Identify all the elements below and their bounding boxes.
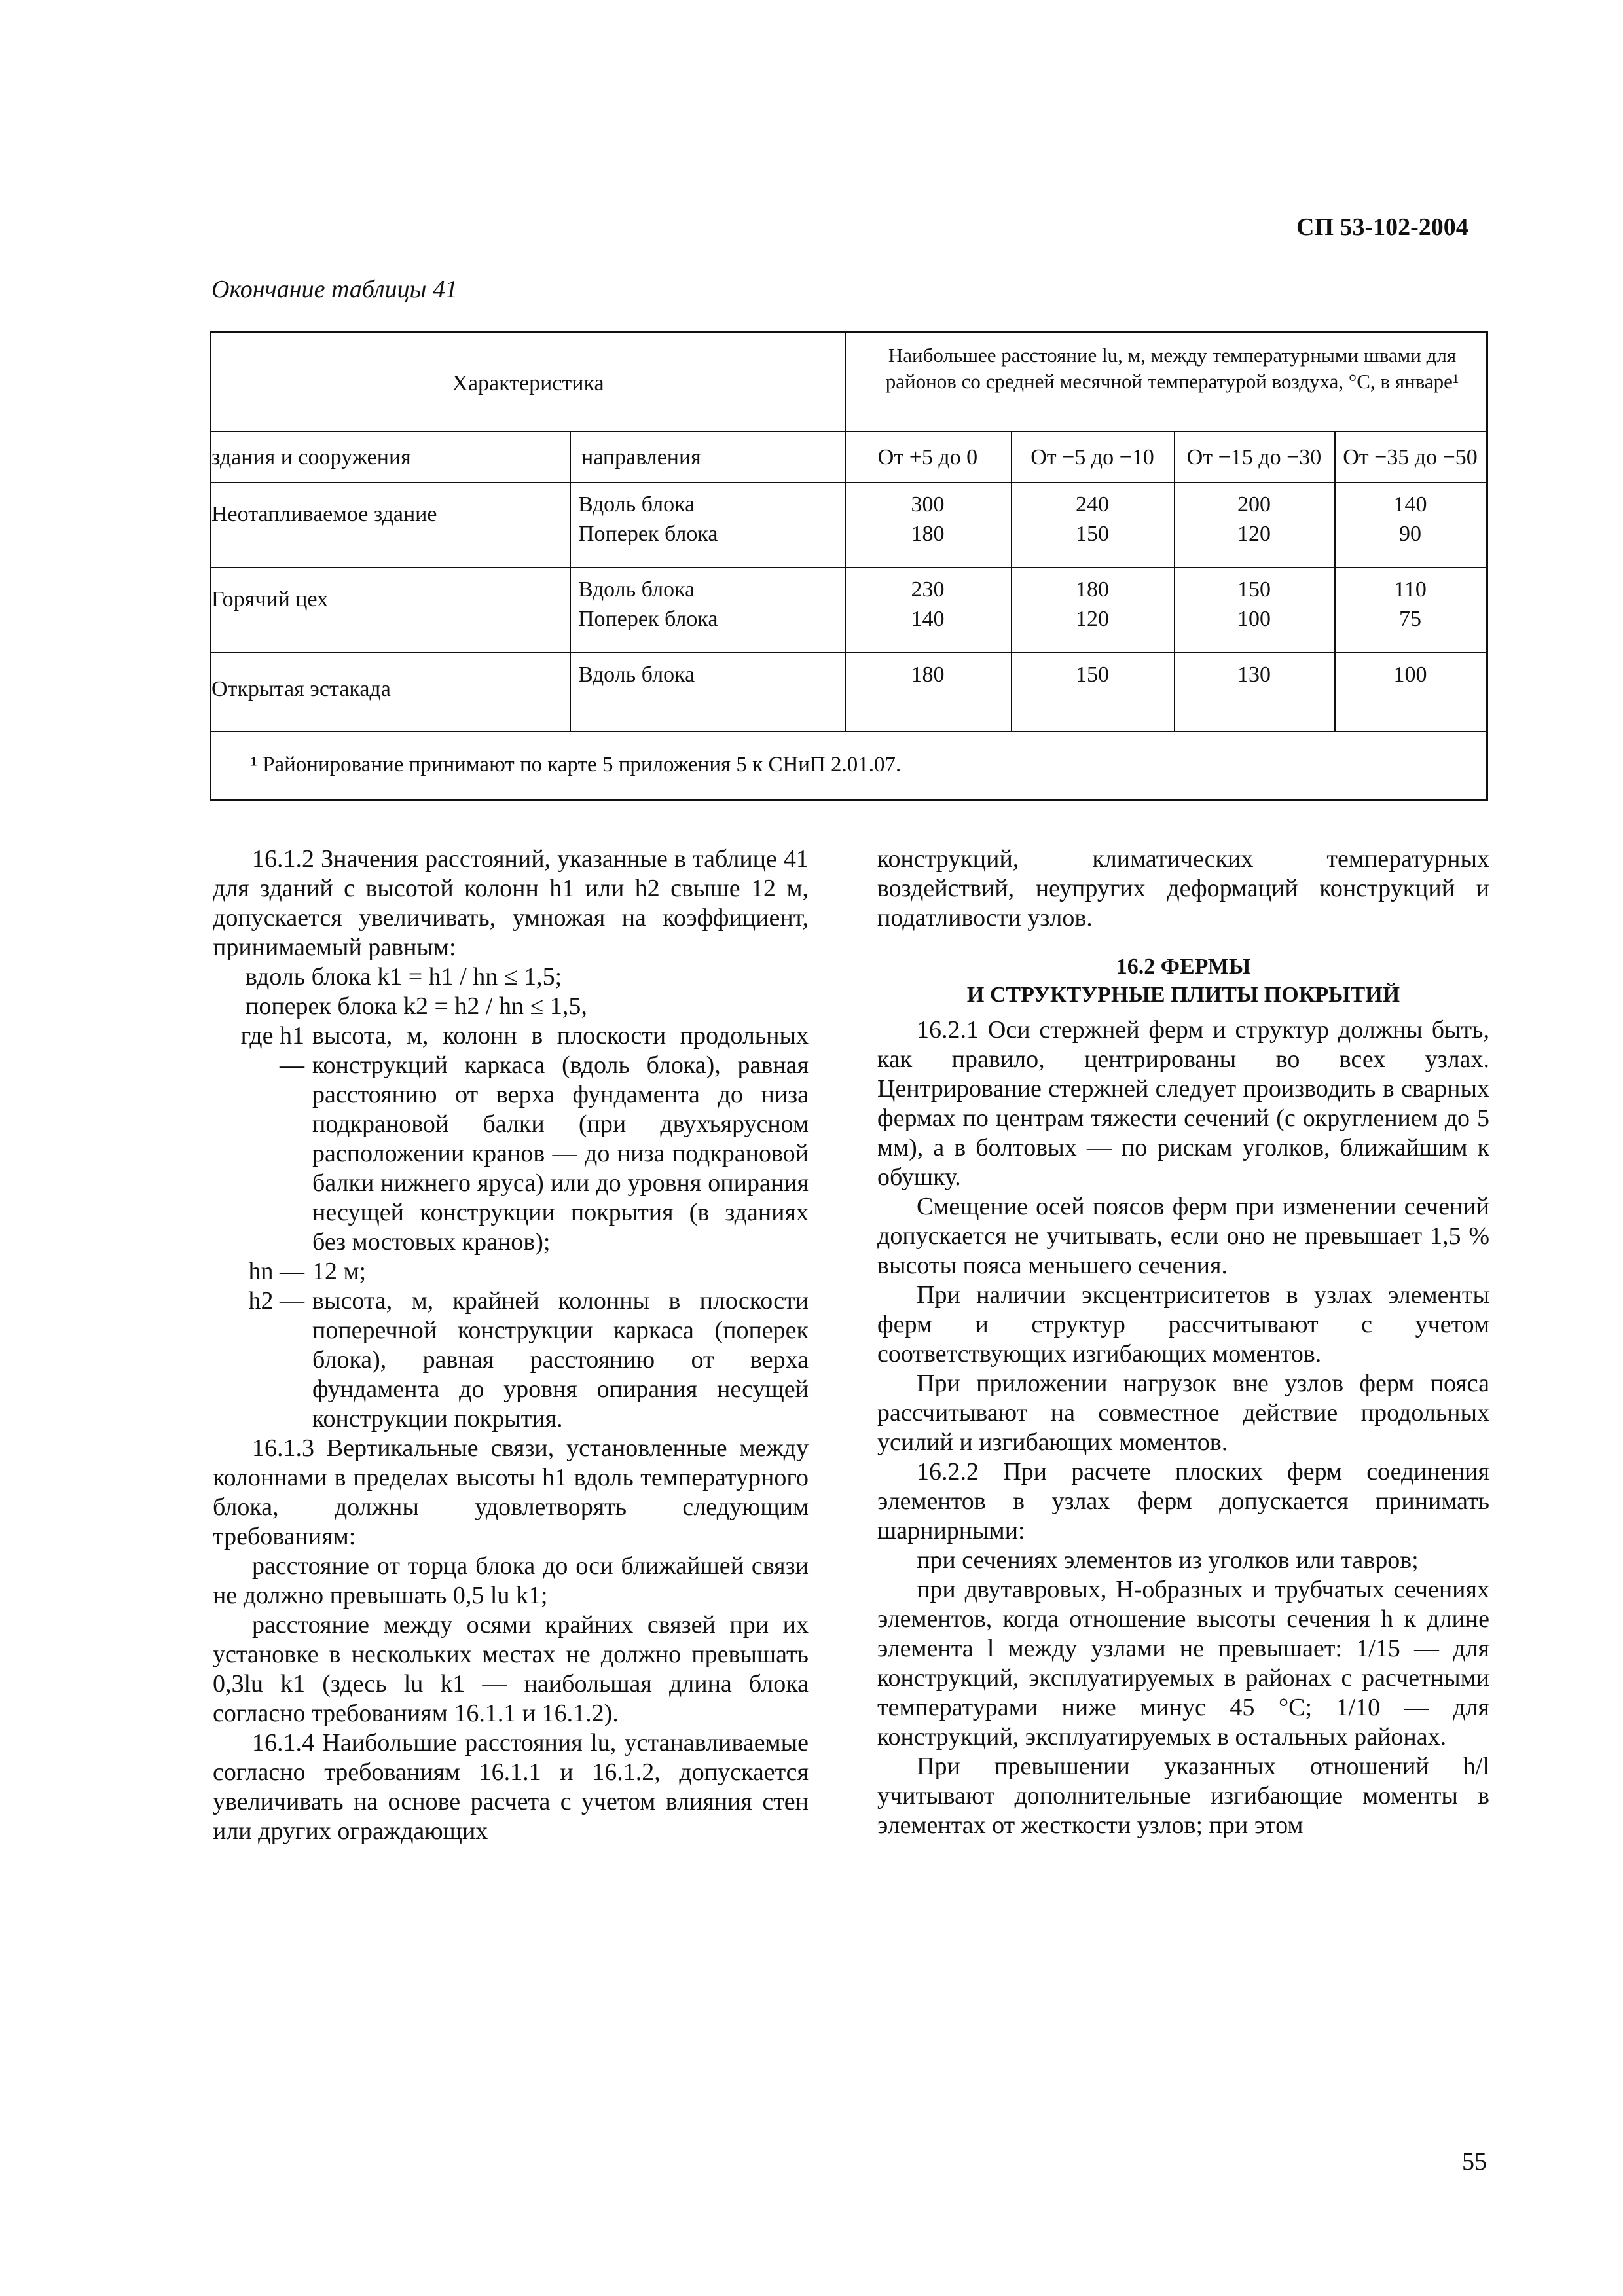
- table-rule: [570, 431, 571, 731]
- formula-k2: поперек блока k2 = h2 / hn ≤ 1,5,: [246, 993, 587, 1020]
- table-cell: 180 120: [1076, 577, 1109, 631]
- term-symbol: hn —: [248, 1258, 304, 1285]
- table-row-building: Неотапливаемое здание: [211, 502, 437, 526]
- formula-k1: вдоль блока k1 = h1 / hn ≤ 1,5;: [246, 963, 562, 991]
- table-rule: [211, 431, 1486, 432]
- table-row-building: Горячий цех: [211, 587, 329, 611]
- paragraph-16-1-3: 16.1.3 Вертикальные связи, установленные между колоннами в пределах высоты h1 вдоль температурного блока, должны удовлетворять следующим требованиям:: [213, 1434, 809, 1550]
- subheader-range-4: От −35 до −50: [1343, 445, 1478, 469]
- table-rule: [211, 731, 1486, 732]
- paragraph-16-1-4: 16.1.4 Наибольшие расстояния lu, устанавливаемые согласно требованиям 16.1.1 и 16.1.2, допускается увеличивать на основе расчета с учетом влияния стен или других ограждающих: [213, 1729, 809, 1845]
- paragraph-16-2-2: 16.2.2 При расчете плоских ферм соединения элементов в узлах ферм допускается принимать шарнирными:: [877, 1458, 1489, 1544]
- paragraph: При приложении нагрузок вне узлов ферм пояса рассчитывают на совместное действие продольных усилий и изгибающих моментов.: [877, 1370, 1489, 1456]
- section-heading-line: И СТРУКТУРНЫЕ ПЛИТЫ ПОКРЫТИЙ: [966, 983, 1400, 1007]
- paragraph: При наличии эксцентриситетов в узлах элементы ферм и структур рассчитывают с учетом соответствующих изгибающих моментов.: [877, 1281, 1489, 1368]
- table-cell: 150: [1076, 663, 1109, 687]
- table-cell: 110 75: [1394, 577, 1427, 631]
- term-definition: высота, м, колонн в плоскости продольных конструкций каркаса (вдоль блока), равная расстоянию от верха фундамента до низа подкрановой балки (при двухъярусном расположении кранов — до низа подкрановой балки нижнего яруса) или до уровня опирания несущей конструкции покрытия (в зданиях без мостовых кранов);: [312, 1022, 809, 1256]
- table-cell: 200 120: [1237, 492, 1271, 546]
- header-characteristic: Характеристика: [452, 371, 604, 395]
- table-cell: 130: [1237, 663, 1271, 687]
- paragraph-16-1-3-b: расстояние между осями крайних связей при их установке в нескольких местах не должно превышать 0,3lu k1 (здесь lu k1 — наибольшая длина блока согласно требованиям 16.1.1 и 16.1.2).: [213, 1611, 809, 1727]
- subheader-direction: направления: [581, 445, 701, 469]
- text-column-right: [877, 845, 1489, 1840]
- paragraph: При превышении указанных отношений h/l учитывают дополнительные изгибающие моменты в элементах от жесткости узлов; при этом: [877, 1753, 1489, 1839]
- paragraph: Смещение осей поясов ферм при изменении сечений допускается не учитывать, если оно не превышает 1,5 % высоты пояса меньшего сечения.: [877, 1193, 1489, 1279]
- table-row-building: Открытая эстакада: [211, 677, 391, 701]
- header-max-distance: Наибольшее расстояние lu, м, между температурными швами для районов со средней месячной температурой воздуха, °С, в январе¹: [885, 344, 1459, 393]
- table-cell: 180: [911, 663, 945, 687]
- paragraph-16-1-2: 16.1.2 Значения расстояний, указанные в таблице 41 для зданий с высотой колонн h1 или h2 свыше 12 м, допускается увеличивать, умножая на коэффициент, принимаемый равным:: [213, 845, 809, 961]
- table-cell: 240 150: [1076, 492, 1109, 546]
- table-rule: [211, 652, 1486, 653]
- table-row-direction: Вдоль блока: [578, 663, 695, 687]
- table-cell: 150 100: [1237, 577, 1271, 631]
- table-caption: Окончание таблицы 41: [211, 276, 458, 303]
- paragraph-continuation: конструкций, климатических температурных воздействий, неупругих деформаций конструкций и податливости узлов.: [877, 845, 1489, 932]
- term-definition: высота, м, крайней колонны в плоскости поперечной конструкции каркаса (поперек блока), равная расстоянию от верха фундамента до уровня опирания несущей конструкции покрытия.: [312, 1287, 809, 1432]
- table-footnote: ¹ Районирование принимают по карте 5 приложения 5 к СНиП 2.01.07.: [251, 753, 902, 776]
- table-cell: 300 180: [911, 492, 945, 546]
- subheader-range-2: От −5 до −10: [1030, 445, 1154, 469]
- subheader-range-1: От +5 до 0: [877, 445, 978, 469]
- section-heading-16-2: [877, 953, 1489, 1009]
- table-cell: 230 140: [911, 577, 945, 631]
- subheader-range-3: От −15 до −30: [1186, 445, 1322, 469]
- paragraph-16-2-1: 16.2.1 Оси стержней ферм и структур должны быть, как правило, центрированы во всех узлах. Центрирование стержней следует производить в сварных фермах по центрам тяжести сечений (с округлением до 5 мм), а в болтовых — по рискам уголков, ближайшим к обушку.: [877, 1016, 1489, 1191]
- term-symbol: h2 —: [248, 1287, 304, 1315]
- term-definition: 12 м;: [312, 1258, 367, 1285]
- subheader-building: здания и сооружения: [211, 445, 411, 469]
- document-code: СП 53-102-2004: [1296, 213, 1468, 241]
- paragraph: при сечениях элементов из уголков или тавров;: [917, 1546, 1419, 1574]
- table-cell: 100: [1393, 663, 1427, 687]
- term-h2: [213, 1286, 809, 1434]
- page-number: 55: [1462, 2148, 1487, 2176]
- table-cell: 140 90: [1393, 492, 1427, 546]
- term-hn: [213, 1257, 809, 1286]
- table-rule: [211, 567, 1486, 568]
- section-heading-line: 16.2 ФЕРМЫ: [1116, 955, 1251, 979]
- table-row-direction: Вдоль блока Поперек блока: [578, 492, 718, 546]
- paragraph: при двутавровых, Н-образных и трубчатых сечениях элементов, когда отношение высоты сечения h к длине элемента l между узлами не превышает: 1/15 — для конструкций, эксплуатируемых в районах с расчетными температурами ниже минус 45 °С; 1/10 — для конструкций, эксплуатируемых в остальных районах.: [877, 1576, 1489, 1751]
- table-41: [210, 331, 1488, 801]
- term-h1: [213, 1021, 809, 1257]
- table-rule: [211, 482, 1486, 483]
- paragraph-16-1-3-a: расстояние от торца блока до оси ближайшей связи не должно превышать 0,5 lu k1;: [213, 1552, 809, 1609]
- text-column-left: [213, 845, 809, 1846]
- table-row-direction: Вдоль блока Поперек блока: [578, 577, 718, 631]
- term-symbol: где h1 —: [240, 1022, 304, 1079]
